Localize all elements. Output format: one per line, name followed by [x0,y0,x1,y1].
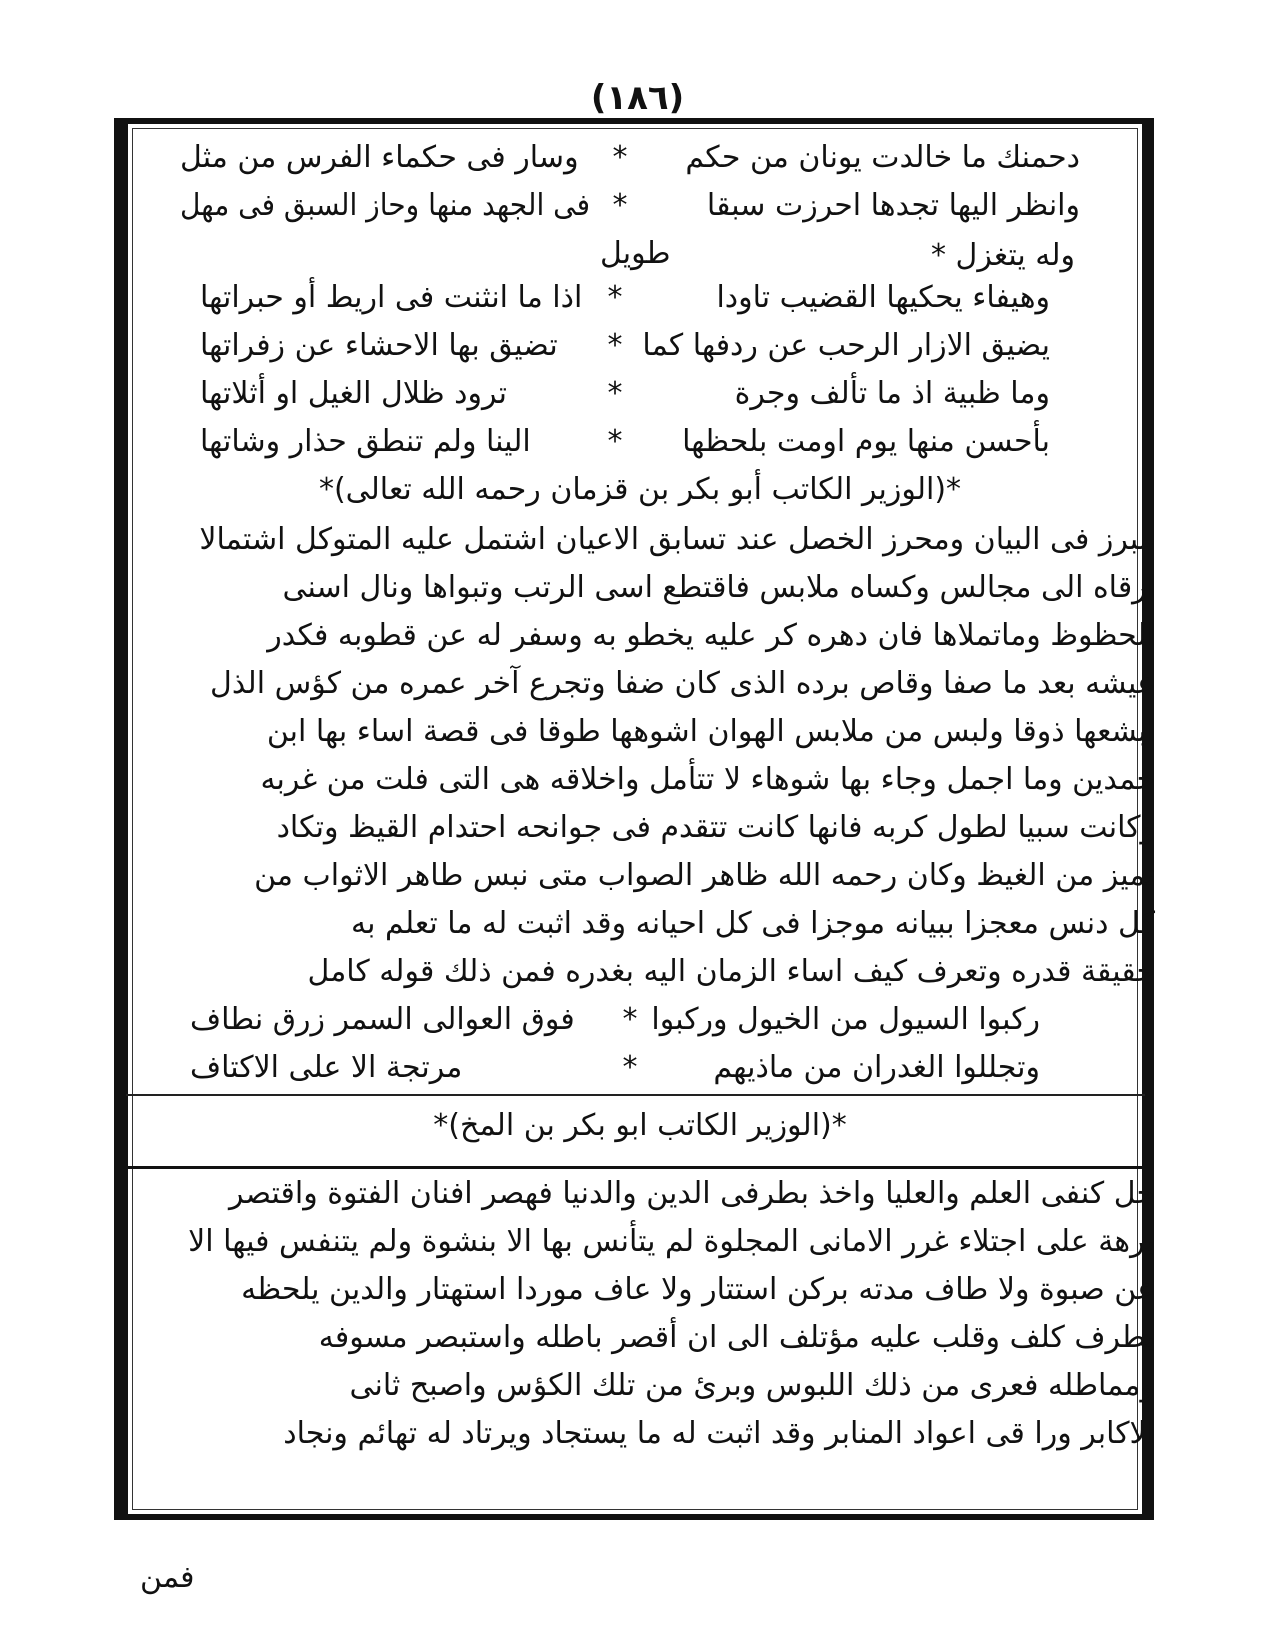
hemistich-right: ركبوا السيول من الخيول وركبوا [651,1002,1040,1037]
prose-line: ومماطله فعرى من ذلك اللبوس وبرئ من تلك الكؤس واصبح ثانى [349,1368,1155,1403]
catchword: فمن [140,1560,195,1595]
ghazal-verse-4 [200,420,1050,464]
hemistich-right: يضيق الازار الرحب عن ردفها كما [642,328,1050,363]
heading-star: * [831,1108,847,1143]
heading-star: * [318,472,334,507]
heading-star: * [433,1108,449,1143]
heading-ibn-al-mukh [130,1104,1150,1148]
heading-ibn-quzman [130,468,1150,512]
heading-text: (الوزير الكاتب ابو بكر بن المخ) [448,1108,832,1143]
verse-separator: * [622,1050,638,1085]
verse-separator: * [607,424,623,459]
meter-label: طويل [600,236,671,271]
prose-line: الاكابر ورا قى اعواد المنابر وقد اثبت له ما يستجاد ويرتاد له تهائم ونجاد [283,1416,1155,1451]
ghazal-verse-1 [200,276,1050,320]
verse-separator: * [612,140,628,175]
verse-separator: * [607,376,623,411]
page-number: (١٨٦) [590,78,685,118]
prose-line: حمدين وما اجمل وجاء بها شوهاء لا تتأمل واخلاقه هى التى فلت من غربه [260,762,1155,797]
intro-line [931,234,1075,278]
separator-star: * [930,238,946,273]
hemistich-left: اذا ما انثنت فى اريط أو حبراتها [200,280,583,315]
prose-line: بطرف كلف وقلب عليه مؤتلف الى ان أقصر باطله واستبصر مسوفه [318,1320,1155,1355]
hemistich-left: ترود ظلال الغيل او أثلاتها [200,376,507,411]
hemistich-left: فوق العوالى السمر زرق نطاف [190,1002,575,1037]
hemistich-left: فى الجهد منها وحاز السبق فى مهل [180,188,591,223]
top-verse-2 [180,184,1080,228]
prose-line: تميز من الغيظ وكان رحمه الله ظاهر الصواب متى نبس طاهر الاثواب من [254,858,1155,893]
prose-line: برهة على اجتلاء غرر الامانى المجلوة لم يتأنس بها الا بنشوة ولم يتنفس فيها الا [188,1224,1155,1259]
prose-line: مبرز فى البيان ومحرز الخصل عند تسابق الاعيان اشتمل عليه المتوكل اشتمالا [199,522,1155,557]
verse-separator: * [612,188,628,223]
kamil-verse-1 [190,998,1040,1042]
hemistich-right: وهيفاء يحكيها القضيب تاودا [716,280,1050,315]
hemistich-right: وتجللوا الغدران من ماذيهم [713,1050,1040,1085]
hemistich-left: وسار فى حكماء الفرس من مثل [180,140,579,175]
hemistich-left: تضيق بها الاحشاء عن زفراتها [200,328,558,363]
heading-text: (الوزير الكاتب أبو بكر بن قزمان رحمه الله تعالى) [333,472,947,507]
prose-line: ابشعها ذوقا ولبس من ملابس الهوان اشوهها طوقا فى قصة اساء بها ابن [266,714,1155,749]
prose-line: الحظوظ وماتملاها فان دهره كر عليه يخطو به وسفر له عن قطوبه فكدر [267,618,1155,653]
verse-separator: * [607,280,623,315]
hemistich-right: وما ظبية اذ ما تألف وجرة [734,376,1050,411]
prose-line: كل دنس معجزا ببيانه موجزا فى كل احيانه وقد اثبت له ما تعلم به [351,906,1155,941]
prose-line: حل كنفى العلم والعليا واخذ بطرفى الدين والدنيا فهصر افنان الفتوة واقتصر [228,1176,1155,1211]
ghazal-verse-3 [200,372,1050,416]
top-verse-1 [180,136,1080,180]
hemistich-right: بأحسن منها يوم اومت بلحظها [682,424,1050,459]
ghazal-verse-2 [200,324,1050,368]
verse-separator: * [607,328,623,363]
intro-text: وله يتغزل [955,238,1075,273]
hemistich-left: مرتجة الا على الاكتاف [190,1050,463,1085]
hemistich-right: دحمنك ما خالدت يونان من حكم [685,140,1080,175]
heading-star: * [946,472,962,507]
prose-line: عن صبوة ولا طاف مدته بركن استتار ولا عاف موردا استهتار والدين يلحظه [241,1272,1155,1307]
prose-line: حقيقة قدره وتعرف كيف اساء الزمان اليه بغدره فمن ذلك قوله كامل [307,954,1155,989]
hemistich-right: وانظر اليها تجدها احرزت سبقا [706,188,1080,223]
kamil-verse-2 [190,1046,1040,1090]
verse-separator: * [622,1002,638,1037]
prose-line: ارقاه الى مجالس وكساه ملابس فاقتطع اسى الرتب وتبواها ونال اسنى [282,570,1155,605]
hemistich-left: الينا ولم تنطق حذار وشاتها [200,424,531,459]
prose-line: عيشه بعد ما صفا وقاص برده الذى كان ضفا وتجرع آخر عمره من كؤس الذل [210,666,1155,701]
prose-line: وكانت سبيا لطول كربه فانها كانت تتقدم فى جوانحه احتدام القيظ وتكاد [276,810,1155,845]
